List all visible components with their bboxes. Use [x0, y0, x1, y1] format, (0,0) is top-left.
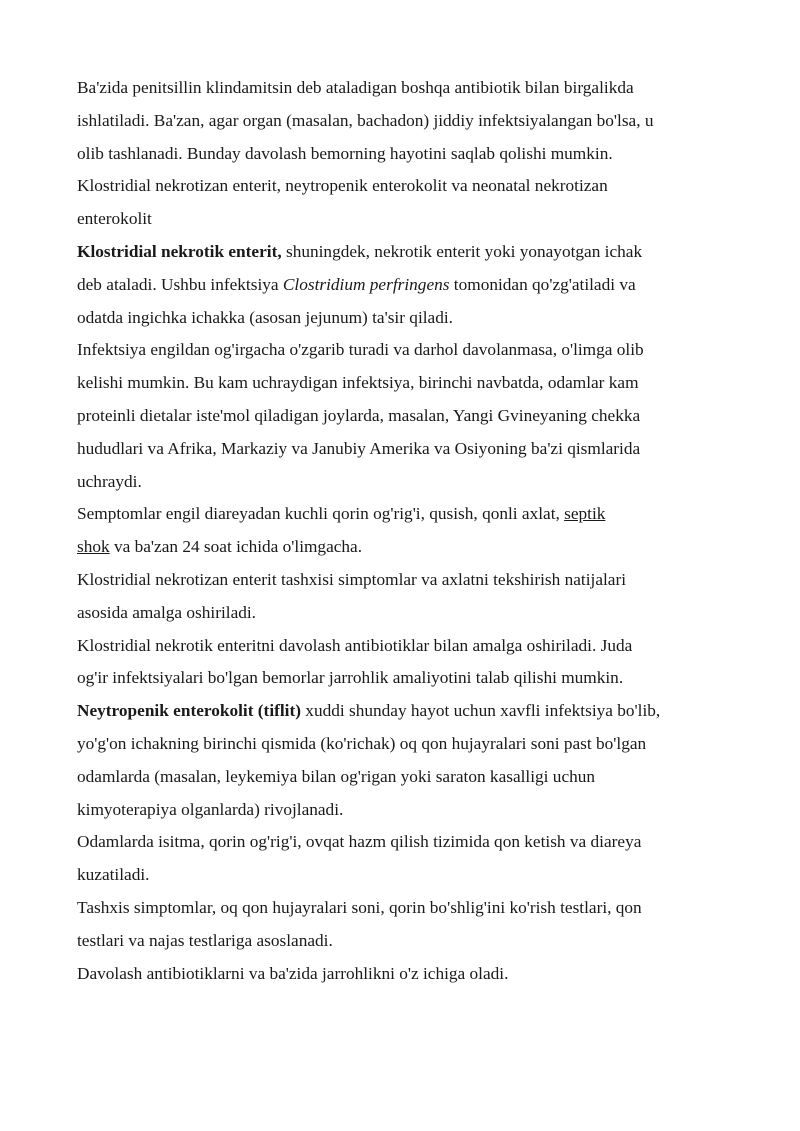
- text-line: Infektsiya engildan og'irgacha o'zgarib turadi va darhol davolanmasa, o'limga olib: [77, 340, 644, 360]
- text-line: Davolash antibiotiklarni va ba'zida jarrohlikni o'z ichiga oladi.: [77, 963, 509, 983]
- septic-shock-link[interactable]: septik: [564, 504, 606, 524]
- text-line: olib tashlanadi. Bunday davolash bemorning hayotini saqlab qolishi mumkin.: [77, 143, 613, 163]
- text-line: Odamlarda isitma, qorin og'rig'i, ovqat hazm qilish tizimida qon ketish va diareya: [77, 832, 642, 852]
- species-name: Clostridium perfringens: [282, 274, 450, 294]
- text-span: tomonidan qo'zg'atiladi va: [449, 274, 636, 294]
- paragraph-severity: [77, 334, 737, 498]
- text-line: Ba'zida penitsillin klindamitsin deb ataladigan boshqa antibiotik bilan birgalikda: [77, 78, 634, 97]
- heading-line: enterokolit: [77, 209, 152, 229]
- text-line: kelishi mumkin. Bu kam uchraydigan infektsiya, birinchi navbatda, odamlar kam: [77, 373, 639, 393]
- paragraph-neutropenic: [77, 695, 737, 826]
- text-line: yo'g'on ichakning birinchi qismida (ko'richak) oq qon hujayralari soni past bo'lgan: [77, 733, 647, 753]
- term-bold: Neytropenik enterokolit (tiflit): [77, 701, 301, 721]
- paragraph-treatment: [77, 630, 737, 696]
- text-line: [77, 531, 737, 564]
- paragraph-symptoms: [77, 498, 737, 564]
- text-span: va ba'zan 24 soat ichida o'limgacha.: [109, 537, 363, 557]
- text-line: Tashxis simptomlar, oq qon hujayralari soni, qorin bo'shlig'ini ko'rish testlari, qon: [77, 897, 642, 917]
- text-line: uchraydi.: [77, 471, 142, 491]
- text-span: Semptomlar engil diareyadan kuchli qorin og'rig'i, qusish, qonli axlat,: [77, 504, 565, 524]
- text-span: shuningdek, nekrotik enterit yoki yonayotgan ichak: [281, 241, 643, 261]
- text-line: asosida amalga oshiriladi.: [77, 602, 257, 622]
- term-bold: Klostridial nekrotik enterit,: [77, 241, 282, 261]
- text-line: ishlatiladi. Ba'zan, agar organ (masalan, bachadon) jiddiy infektsiyalangan bo'lsa, u: [77, 110, 654, 130]
- section-heading: [77, 170, 737, 236]
- paragraph-penicillin: [77, 72, 737, 170]
- text-line: og'ir infektsiyalari bo'lgan bemorlar jarrohlik amaliyotini talab qilishi mumkin.: [77, 668, 624, 688]
- text-span: xuddi shunday hayot uchun xavfli infektsiya bo'lib,: [300, 701, 661, 721]
- paragraph-neutropenic-diagnosis: [77, 892, 737, 958]
- heading-line: Klostridial nekrotizan enterit, neytropenik enterokolit va neonatal nekrotizan: [77, 176, 608, 196]
- text-line: kuzatiladi.: [77, 865, 150, 885]
- paragraph-neutropenic-symptoms: [77, 826, 737, 892]
- text-line: [77, 269, 737, 302]
- text-line: hududlari va Afrika, Markaziy va Janubiy Amerika va Osiyoning ba'zi qismlarida: [77, 438, 641, 458]
- text-line: odatda ingichka ichakka (asosan jejunum) ta'sir qiladi.: [77, 307, 453, 327]
- text-span: deb ataladi. Ushbu infektsiya: [77, 274, 283, 294]
- document-body: [77, 72, 737, 990]
- text-line: testlari va najas testlariga asoslanadi.: [77, 930, 333, 950]
- text-line: [77, 695, 737, 728]
- text-line: [77, 498, 737, 531]
- text-line: Klostridial nekrotik enteritni davolash antibiotiklar bilan amalga oshiriladi. Juda: [77, 635, 633, 655]
- paragraph-neutropenic-treatment: [77, 958, 737, 991]
- text-line: odamlarda (masalan, leykemiya bilan og'rigan yoki saraton kasalligi uchun: [77, 766, 596, 786]
- text-line: kimyoterapiya olganlarda) rivojlanadi.: [77, 799, 344, 819]
- septic-shock-link-cont[interactable]: shok: [77, 537, 110, 557]
- paragraph-clostridial-enteritis: [77, 236, 737, 334]
- text-line: proteinli dietalar iste'mol qiladigan joylarda, masalan, Yangi Gvineyaning chekka: [77, 405, 641, 425]
- text-line: Klostridial nekrotizan enterit tashxisi simptomlar va axlatni tekshirish natijalari: [77, 569, 627, 589]
- paragraph-diagnosis: [77, 564, 737, 630]
- text-line: [77, 236, 737, 269]
